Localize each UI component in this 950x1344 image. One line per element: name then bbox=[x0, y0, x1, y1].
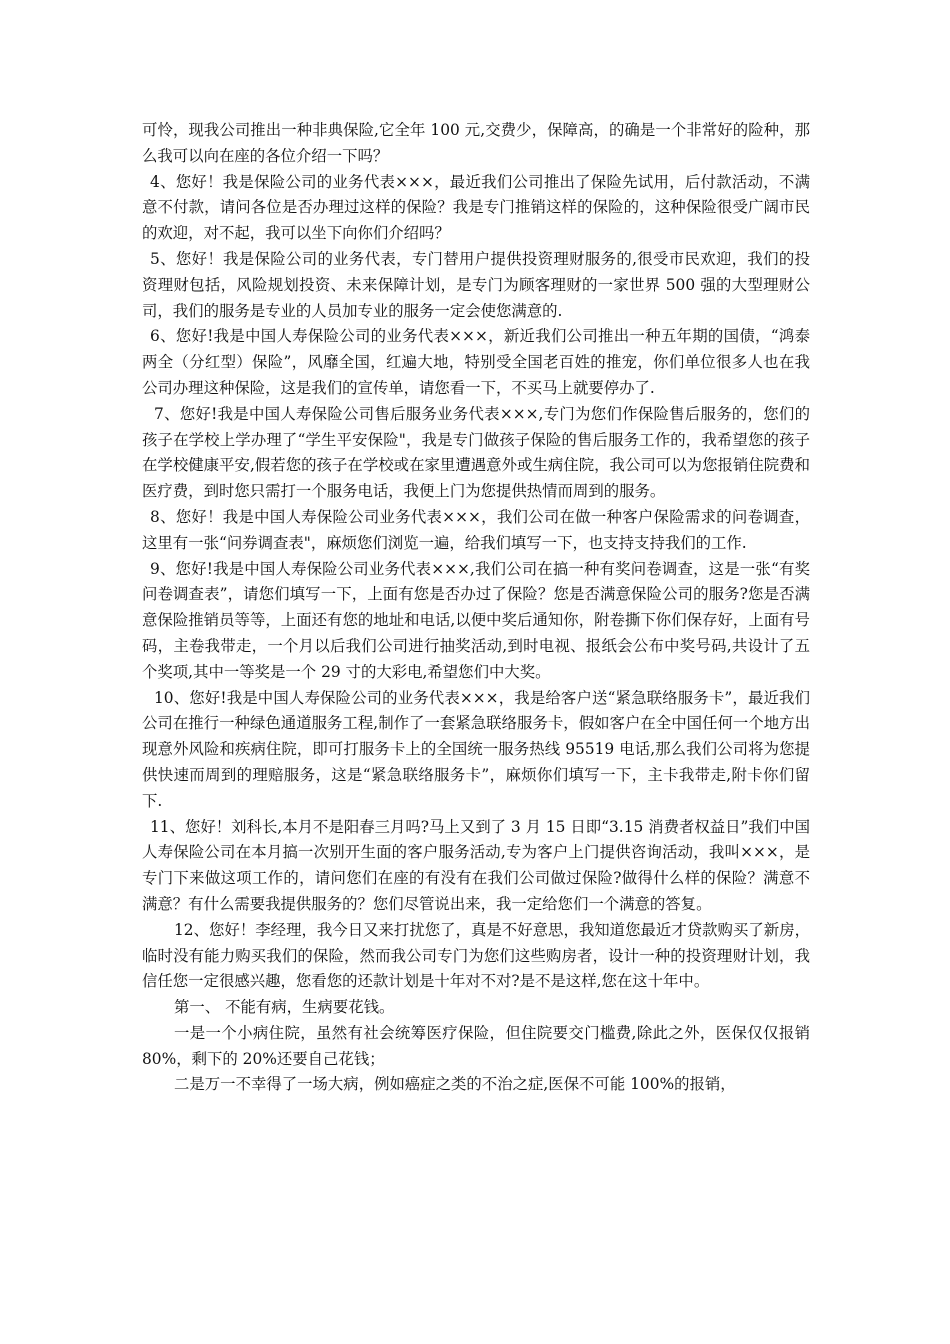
paragraph-item-5: 5、您好！我是保险公司的业务代表，专门替用户提供投资理财服务的,很受市民欢迎，我们的投资理财包括，风险规划投资、未来保障计划，是专门为顾客理财的一家世界 500 强的大型理财公司，我们的服务是专业的人员加专业的服务一定会使您满意的. bbox=[142, 249, 810, 320]
paragraph-item-6: 6、您好!我是中国人寿保险公司的业务代表×××，新近我们公司推出一种五年期的国债，“鸿泰两全（分红型）保险”，风靡全国，红遍大地，特别受全国老百姓的推宠，你们单位很多人也在我公司办理这种保险，这是我们的宣传单，请您看一下，不买马上就要停办了. bbox=[142, 327, 810, 397]
document-page bbox=[142, 118, 810, 1098]
paragraph-item-8: 8、您好！我是中国人寿保险公司业务代表×××，我们公司在做一种客户保险需求的问卷调查，这里有一张“问券调查表"，麻烦您们浏览一遍，给我们填写一下，也支持支持我们的工作. bbox=[142, 507, 810, 552]
paragraph-item-4: 4、您好！我是保险公司的业务代表×××，最近我们公司推出了保险先试用，后付款活动，不满意不付款，请问各位是否办理过这样的保险？我是专门推销这样的保险的，这种保险很受广阔市民的欢迎，对不起，我可以坐下向你们介绍吗？ bbox=[142, 172, 810, 243]
paragraph-point-1: 第一、 不能有病，生病要花钱。 bbox=[174, 998, 395, 1017]
paragraph-item-10: 10、您好!我是中国人寿保险公司的业务代表×××，我是给客户送“紧急联络服务卡”，最近我们公司在推行一种绿色通道服务工程,制作了一套紧急联络服务卡，假如客户在全中国任何一个地方出现意外风险和疾病住院，即可打服务卡上的全国统一服务热线 95519 电话,那么我们公司将为您提供快速而周到的理赔服务，这是“紧急联络服务卡”，麻烦你们填写一下，主卡我带走,附卡你们留下. bbox=[142, 688, 810, 810]
paragraph-item-11: 11、您好！刘科长,本月不是阳春三月吗?马上又到了 3 月 15 日即“3.15 消费者权益日”我们中国人寿保险公司在本月搞一次别开生面的客户服务活动,专为客户上门提供咨询活动，我叫×××，是专门下来做这项工作的，请问您们在座的有没有在我们公司做过保险?做得什么样的保险？满意不满意？有什么需要我提供服务的？您们尽管说出来，我一定给您们一个满意的答复。 bbox=[142, 817, 810, 913]
paragraph-item-7: 7、您好!我是中国人寿保险公司售后服务业务代表×××,专门为您们作保险售后服务的，您们的孩子在学校上学办理了“学生平安保险"，我是专门做孩子保险的售后服务工作的，我希望您的孩子在学校健康平安,假若您的孩子在学校或在家里遭遇意外或生病住院，我公司可以为您报销住院费和医疗费，到时您只需打一个服务电话，我便上门为您提供热情而周到的服务。 bbox=[142, 404, 810, 501]
paragraph-item-9: 9、您好!我是中国人寿保险公司业务代表×××,我们公司在搞一种有奖问卷调查，这是一张“有奖问卷调查表”，请您们填写一下，上面有您是否办过了保险？您是否满意保险公司的服务?您是否满意保险推销员等等，上面还有您的地址和电话,以便中奖后通知你，附卷撕下你们保存好，上面有号码，主卷我带走，一个月以后我们公司进行抽奖活动,到时电视、报纸会公布中奖号码,共设计了五个奖项,其中一等奖是一个 29 寸的大彩电,希望您们中大奖。 bbox=[142, 559, 810, 681]
paragraph-sub-1: 一是一个小病住院，虽然有社会统筹医疗保险，但住院要交门槛费,除此之外，医保仅仅报销 80%，剩下的 20%还要自己花钱； bbox=[142, 1023, 810, 1068]
paragraph-sub-2: 二是万一不幸得了一场大病，例如癌症之类的不治之症,医保不可能 100%的报销， bbox=[174, 1075, 736, 1094]
paragraph-item-12: 12、您好！李经理，我今日又来打扰您了，真是不好意思，我知道您最近才贷款购买了新房，临时没有能力购买我们的保险，然而我公司专门为您们这些购房者，设计一种的投资理财计划，我信任您一定很感兴趣，您看您的还款计划是十年对不对?是不是这样,您在这十年中。 bbox=[142, 920, 810, 991]
paragraph-1-continued: 可怜，现我公司推出一种非典保险,它全年 100 元,交费少，保障高，的确是一个非常好的险种，那么我可以向在座的各位介绍一下吗？ bbox=[142, 121, 810, 165]
